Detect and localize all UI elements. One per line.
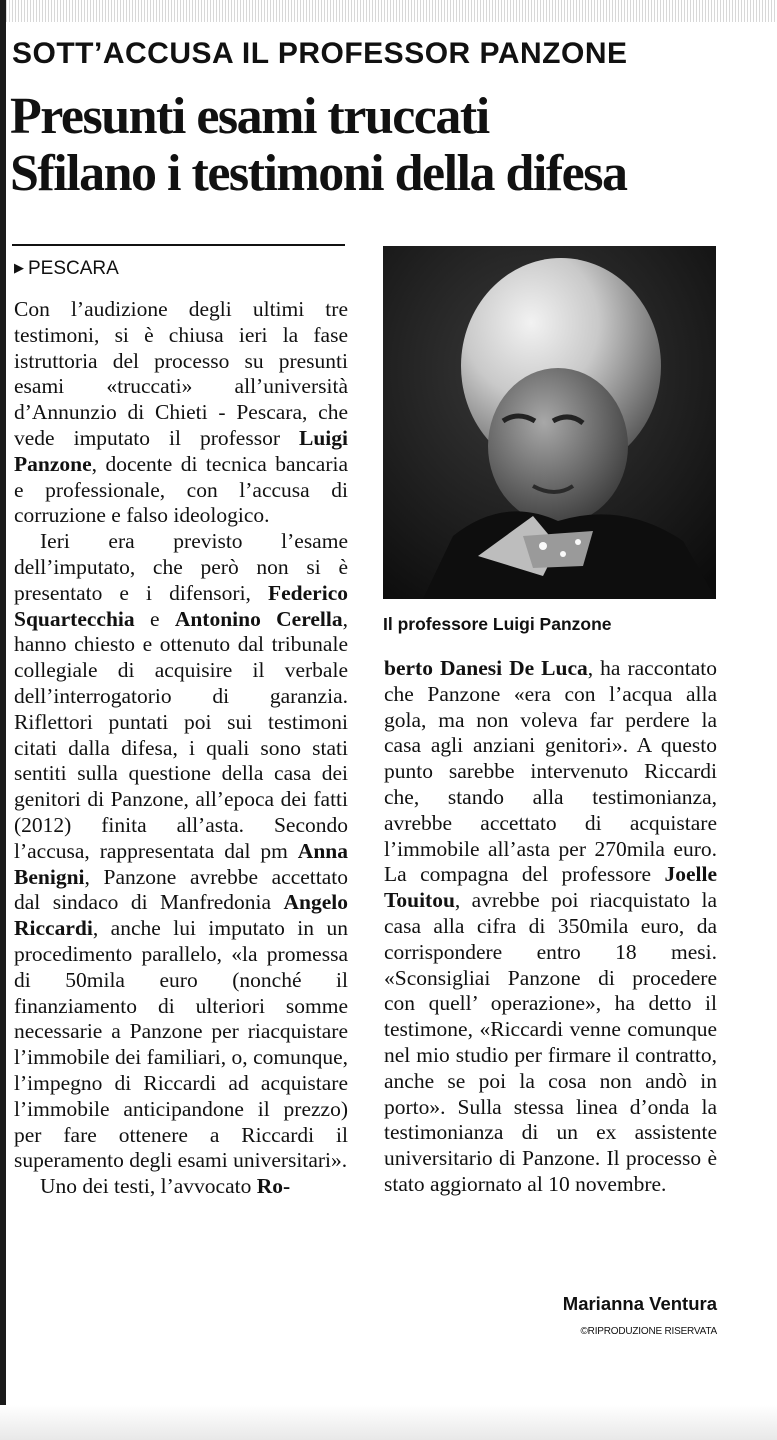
text-run: e [134,606,175,631]
dateline-marker-icon: ▶ [14,260,24,275]
portrait-photo [383,246,716,599]
text-run: , Panzone avrebbe accettato dal sindaco di Manfredonia [14,864,348,915]
photo-caption: Il professore Luigi Panzone [383,614,612,634]
dateline-text: PESCARA [28,258,119,279]
text-run: Ieri era previsto l’esame dell’imputato, che però non si è presentato e i difensori, [14,529,348,605]
bold-name: Anna Benigni [14,838,348,889]
text-run: , ha raccontato che Panzone «era con l’acqua alla gola, ma non voleva far perdere la casa agli anziani genitori». A questo punto sarebbe intervenuto Riccardi che, stando alla testimonianza, avrebbe accettato di acquistare l’immobile all’asta per 270mila euro. La compagna del professore [384,656,718,887]
dateline [14,256,119,281]
text-run: Con l’audizione degli ultimi tre testimoni, si è chiusa ieri la fase istruttoria del processo su presunti esami «truccati» all’università d’Annunzio di Chieti - Pescara, che vede imputato il professor [14,297,348,450]
scan-left-edge [0,0,6,1440]
article-column-1 [14,297,348,1200]
bold-name: Joelle Touitou [384,862,717,913]
text-run: , avrebbe poi riacquistato la casa alla cifra di 350mila euro, da corrispondere entro 18 mesi. «Sconsigliai Panzone di procedere con quell’ operazione», ha detto il testimone, «Riccardi venne comunque nel mio studio per firmare il contratto, anche se poi la cosa non andò in porto». Sulla stessa linea d’onda la testimonianza di un ex assistente universitario di Panzone. Il processo è stato aggiornato al 10 novembre. [384,888,717,1196]
copyright-notice: ©RIPRODUZIONE RISERVATA [580,1326,717,1337]
text-run: , anche lui imputato in un procedimento parallelo, «la promessa di 50mila euro (nonché il finanziamento di ulteriori somme necessarie a Panzone per riacquistare l’immobile dei familiari, o, comunque, l’impegno di Riccardi ad acquistare l’immobile anticipandone il prezzo) per fare ottenere a Riccardi il superamento degli esami universitari». [14,916,348,1173]
scan-bottom-edge [0,1405,777,1440]
paragraph [14,529,348,1174]
bold-name: Angelo Riccardi [14,890,348,941]
bold-name: Antonino Cerella [174,606,343,631]
text-run: , docente di tecnica bancaria e professionale, con l’accusa di corruzione e falso ideologico. [14,451,348,528]
scan-top-noise [0,0,777,22]
article-column-2 [384,656,717,1198]
paragraph [14,297,348,529]
portrait-illustration [383,246,716,599]
bold-name: Ro- [256,1174,291,1199]
text-run: Uno dei testi, l’avvocato [40,1174,257,1199]
bold-name: Federico Squartecchia [14,580,348,631]
headline-line-2: Sfilano i testimoni della difesa [10,145,627,202]
headline-line-1: Presunti esami truccati [10,88,489,145]
byline: Marianna Ventura [562,1293,717,1314]
kicker: SOTT’ACCUSA IL PROFESSOR PANZONE [12,37,628,70]
text-run: , hanno chiesto e ottenuto dal tribunale collegiale di acquisire il verbale dell’interrogatorio di garanzia. Riflettori puntati poi sui testimoni citati dalla difesa, i quali sono stati sentiti sulla questione della casa dei genitori di Panzone, all’epoca dei fatti (2012) finita all’asta. Secondo l’accusa, rappresentata dal pm [14,606,348,863]
paragraph [384,656,717,1198]
bold-name: Luigi Panzone [14,425,348,476]
headline [10,88,770,202]
bold-name: berto Danesi De Luca [384,656,588,680]
dateline-rule [12,244,345,246]
paragraph [14,1174,348,1200]
